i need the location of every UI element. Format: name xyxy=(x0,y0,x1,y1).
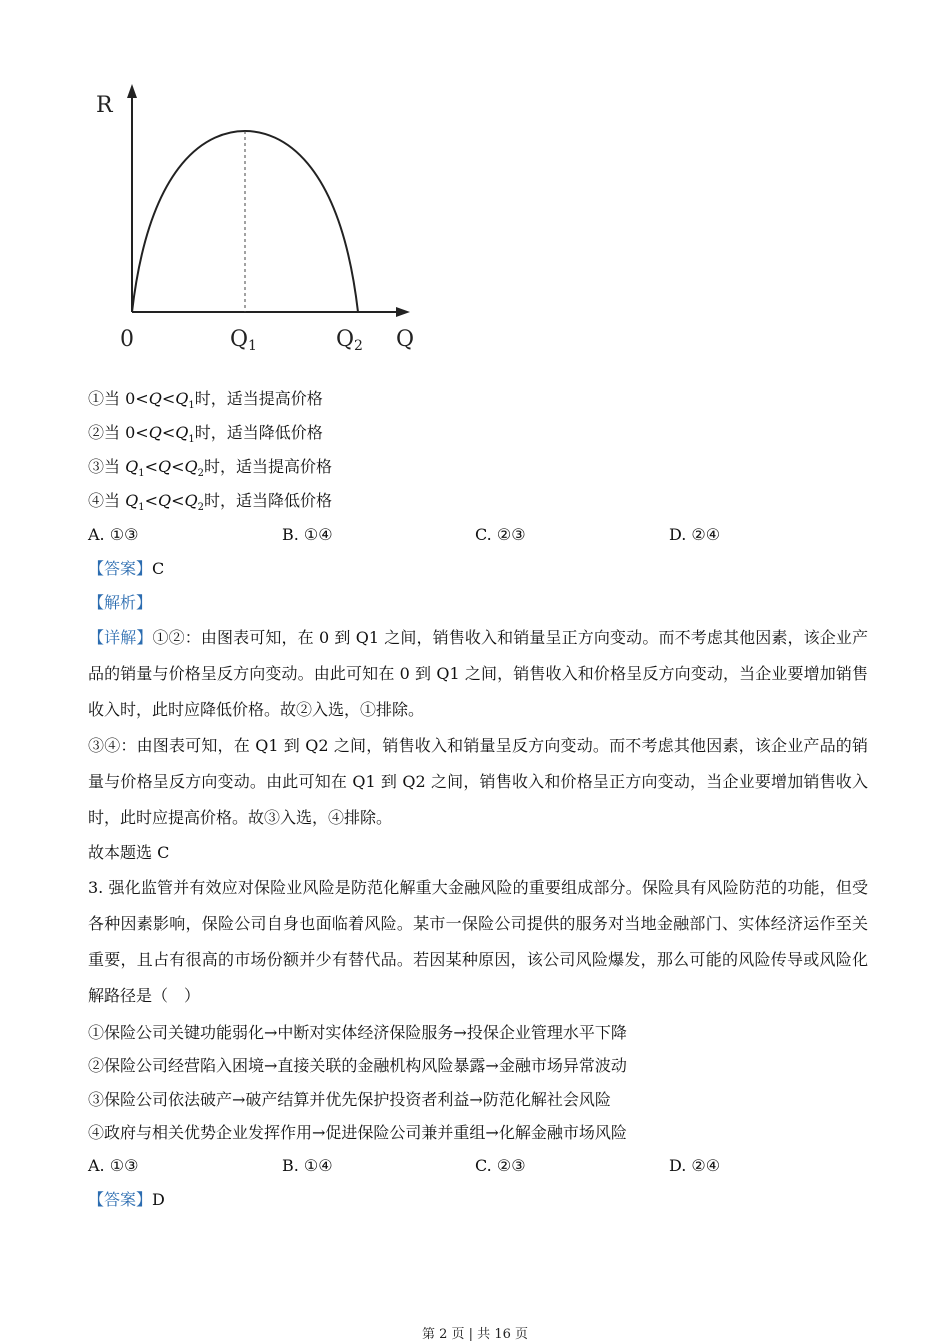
q3-statement-4: ④政府与相关优势企业发挥作用→促进保险公司兼并重组→化解金融市场风险 xyxy=(88,1123,627,1142)
detail-tag: 【详解】 xyxy=(88,628,153,647)
revenue-curve-graph xyxy=(80,78,440,368)
q1-label: Q1 xyxy=(230,327,257,354)
q3-option-d: D. ②④ xyxy=(669,1156,721,1175)
statement-2: ②当 $0<Q<Q_1$时，适当降低价格 xyxy=(88,423,323,446)
origin-label: 0 xyxy=(120,327,134,352)
q3-option-b: B. ①④ xyxy=(282,1156,333,1175)
detail-paragraph-1: 【详解】①②：由图表可知，在 0 到 Q1 之间，销售收入和销量呈正方向变动。而不考虑其他因素，该企业产品的销量与价格呈反方向变动。由此可知在 0 到 Q1 之间，销售收入和价格呈反方向变动，当企业要增加销售收入时，此时应降低价格。故②入选，①排除。 xyxy=(88,628,868,719)
q2-label: Q2 xyxy=(336,327,363,354)
option-c: C. ②③ xyxy=(475,525,526,544)
q3-option-c: C. ②③ xyxy=(475,1156,526,1175)
y-axis-label: R xyxy=(96,93,113,118)
option-a: A. ①③ xyxy=(88,525,139,544)
answer-value: C xyxy=(152,559,165,578)
statement-3: ③当 $Q_1<Q<Q_2$时，适当提高价格 xyxy=(88,457,333,480)
revenue-quantity-figure xyxy=(80,78,440,368)
detail-paragraph-2: ③④：由图表可知，在 Q1 到 Q2 之间，销售收入和销量呈反方向变动。而不考虑其他因素，该企业产品的销量与价格呈反方向变动。由此可知在 Q1 到 Q2 之间，销售收入和价格呈正方向变动，当企业要增加销售收入时，此时应提高价格。故③入选，④排除。 xyxy=(88,736,868,827)
conclusion: 故本题选 C xyxy=(88,843,170,862)
question-3-stem: 3. 强化监管并有效应对保险业风险是防范化解重大金融风险的重要组成部分。保险具有风险防范的功能，但受各种因素影响，保险公司自身也面临着风险。某市一保险公司提供的服务对当地金融部门、实体经济运作至关重要，且占有很高的市场份额并少有替代品。若因某种原因，该公司风险爆发，那么可能的风险传导或风险化解路径是（ ） xyxy=(88,878,868,1005)
option-b: B. ①④ xyxy=(282,525,333,544)
answer-line xyxy=(88,559,164,579)
page-footer: 第 2 页 | 共 16 页 xyxy=(422,1327,528,1342)
x-axis-label: Q xyxy=(396,327,415,352)
q3-answer-tag: 【答案】 xyxy=(88,1190,153,1209)
option-d: D. ②④ xyxy=(669,525,721,544)
q3-option-a: A. ①③ xyxy=(88,1156,139,1175)
answer-tag: 【答案】 xyxy=(88,559,153,578)
x-axis-arrow xyxy=(396,307,410,317)
q3-answer-line xyxy=(88,1190,165,1210)
statement-1: ①当 $0<Q<Q_1$时，适当提高价格 xyxy=(88,389,323,412)
analysis-line xyxy=(88,593,152,613)
analysis-tag: 【解析】 xyxy=(88,593,153,612)
q3-statement-1: ①保险公司关键功能弱化→中断对实体经济保险服务→投保企业管理水平下降 xyxy=(88,1023,627,1042)
q3-statement-3: ③保险公司依法破产→破产结算并优先保护投资者利益→防范化解社会风险 xyxy=(88,1090,611,1109)
y-axis-arrow xyxy=(127,84,137,98)
q3-statement-2: ②保险公司经营陷入困境→直接关联的金融机构风险暴露→金融市场异常波动 xyxy=(88,1056,627,1075)
statement-4: ④当 $Q_1<Q<Q_2$时，适当降低价格 xyxy=(88,491,333,514)
q3-answer-value: D xyxy=(152,1190,165,1209)
